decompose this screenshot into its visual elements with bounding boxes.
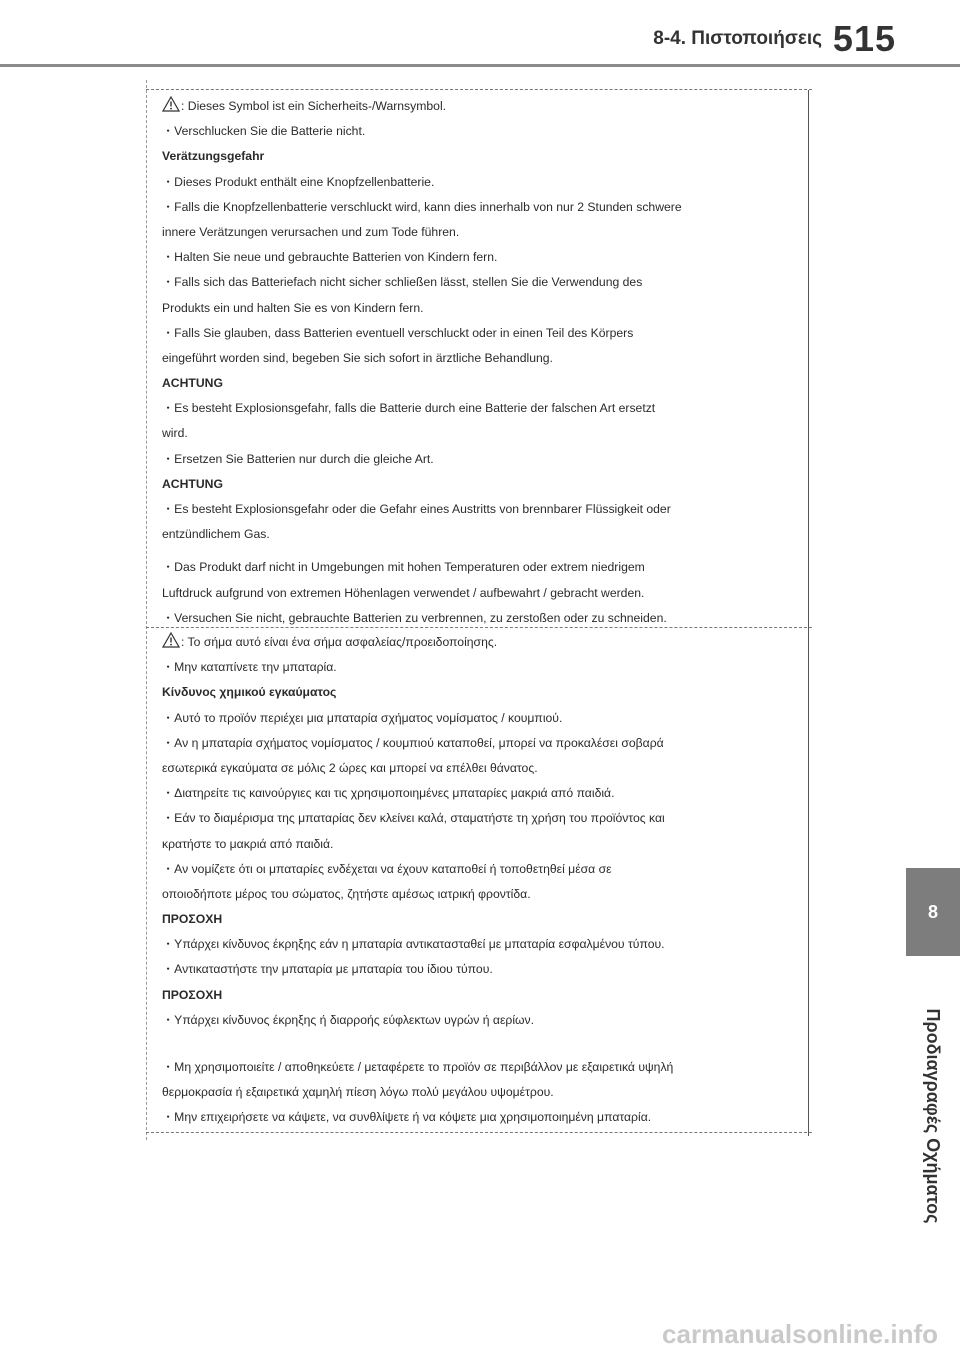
german-symbol-line bbox=[162, 94, 802, 119]
warning-text-line: ・Διατηρείτε τις καινούργιες και τις χρησιμοποιημένες μπαταρίες μακριά από παιδιά. bbox=[162, 786, 615, 801]
warning-text-line: ・Εάν το διαμέρισμα της μπαταρίας δεν κλείνει καλά, σταματήστε τη χρήση του προϊόντος και bbox=[162, 811, 665, 826]
warning-text-line: ・Es besteht Explosionsgefahr oder die Gefahr eines Austritts von brennbarer Flüssigkeit oder bbox=[162, 502, 671, 516]
chapter-number: 8 bbox=[927, 901, 938, 922]
german-symbol-text: : Dieses Symbol ist ein Sicherheits-/Warnsymbol. bbox=[181, 99, 447, 113]
warning-text-line: ・Υπάρχει κίνδυνος έκρηξης ή διαρροής εύφλεκτων υγρών ή αερίων. bbox=[162, 1012, 535, 1027]
warning-text-line: ・Versuchen Sie nicht, gebrauchte Batterien zu verbrennen, zu zerstoßen oder zu schneiden. bbox=[162, 610, 667, 625]
warning-text-line: eingeführt worden sind, begeben Sie sich sofort in ärztliche Behandlung. bbox=[162, 350, 553, 365]
warning-text-line: ・Das Produkt darf nicht in Umgebungen mit hohen Temperaturen oder extrem niedrigem bbox=[162, 560, 645, 575]
warning-heading: ACHTUNG bbox=[162, 476, 223, 491]
page-number: 515 bbox=[832, 18, 896, 59]
chapter-tab[interactable] bbox=[906, 868, 960, 956]
warning-text-line: ・Αν η μπαταρία σχήματος νομίσματος / κουμπιού καταποθεί, μπορεί να προκαλέσει σοβαρά bbox=[162, 735, 664, 750]
chapter-label: Προδιαγραφές Οχήματος bbox=[923, 1008, 944, 1224]
section-title: 8-4. Πιστοποιήσεις bbox=[653, 28, 822, 49]
warning-heading: ΠΡΟΣΟΧΗ bbox=[162, 912, 223, 927]
warning-text-line: ・Falls die Knopfzellenbatterie verschluckt wird, kann dies innerhalb von nur 2 Stunden schwere bbox=[162, 199, 682, 214]
warning-text-line: ・Es besteht Explosionsgefahr, falls die Batterie durch eine Batterie der falschen Art ersetzt bbox=[162, 401, 656, 416]
watermark: carmanualsonline.info bbox=[662, 1319, 938, 1349]
warning-text-line: Produkts ein und halten Sie es von Kindern fern. bbox=[162, 300, 424, 315]
frame-bottom-border bbox=[146, 1132, 812, 1133]
warning-heading: ΠΡΟΣΟΧΗ bbox=[162, 987, 223, 1002]
warning-heading: Κίνδυνος χημικού εγκαύματος bbox=[162, 685, 337, 700]
warning-text-line: entzündlichem Gas. bbox=[162, 527, 270, 542]
warning-text-line: οποιοδήποτε μέρος του σώματος, ζητήστε αμέσως ιατρική φροντίδα. bbox=[162, 886, 531, 901]
warning-text-line: ・Verschlucken Sie die Batterie nicht. bbox=[162, 124, 366, 139]
warning-text-line: ・Αυτό το προϊόν περιέχει μια μπαταρία σχήματος νομίσματος / κουμπιού. bbox=[162, 710, 563, 725]
german-warning-block bbox=[162, 94, 802, 631]
header-rule bbox=[0, 64, 960, 67]
warning-text-line: κρατήστε το μακριά από παιδιά. bbox=[162, 836, 334, 851]
warning-text-line: θερμοκρασία ή εξαιρετικά χαμηλή πίεση λόγω πολύ μεγάλου υψομέτρου. bbox=[162, 1085, 554, 1100]
frame-right-border bbox=[808, 90, 809, 1136]
warning-heading: Verätzungsgefahr bbox=[162, 149, 265, 164]
frame-top-border bbox=[146, 89, 812, 90]
warning-text-line: ・Falls Sie glauben, dass Batterien eventuell verschluckt oder in einen Teil des Körpers bbox=[162, 325, 634, 340]
greek-warning-block bbox=[162, 630, 802, 1131]
warning-text-line: ・Ersetzen Sie Batterien nur durch die gleiche Art. bbox=[162, 451, 434, 466]
warning-text-line: ・Μη χρησιμοποιείτε / αποθηκεύετε / μεταφέρετε το προϊόν σε περιβάλλον με εξαιρετικά υψηλή bbox=[162, 1060, 674, 1074]
greek-symbol-text: : Το σήμα αυτό είναι ένα σήμα ασφαλείας/προειδοποίησης. bbox=[181, 635, 498, 649]
warning-text-line: ・Halten Sie neue und gebrauchte Batterien von Kindern fern. bbox=[162, 250, 498, 265]
warning-text-line: ・Υπάρχει κίνδυνος έκρηξης εάν η μπαταρία αντικατασταθεί με μπαταρία εσφαλμένου τύπου. bbox=[162, 937, 665, 952]
warning-text-line: ・Αντικαταστήστε την μπαταρία με μπαταρία του ίδιου τύπου. bbox=[162, 962, 493, 977]
warning-text-line: εσωτερικά εγκαύματα σε μόλις 2 ώρες και μπορεί να επέλθει θάνατος. bbox=[162, 760, 538, 775]
warning-triangle-icon bbox=[162, 96, 180, 112]
warning-triangle-icon bbox=[162, 632, 180, 648]
warning-text-line: ・Μην καταπίνετε την μπαταρία. bbox=[162, 660, 337, 675]
warning-text-line: ・Falls sich das Batteriefach nicht sicher schließen lässt, stellen Sie die Verwendung des bbox=[162, 275, 643, 290]
greek-symbol-line bbox=[162, 630, 802, 655]
warning-text-line: Luftdruck aufgrund von extremen Höhenlagen verwendet / aufbewahrt / gebracht werden. bbox=[162, 585, 645, 600]
frame-left-border bbox=[146, 80, 147, 1140]
warning-text-line: wird. bbox=[162, 426, 188, 441]
warning-text-line: innere Verätzungen verursachen und zum Tode führen. bbox=[162, 224, 460, 239]
warning-heading: ACHTUNG bbox=[162, 376, 223, 391]
warning-text-line: ・Μην επιχειρήσετε να κάψετε, να συνθλίψετε ή να κόψετε μια χρησιμοποιημένη μπαταρία. bbox=[162, 1110, 652, 1125]
warning-text-line: ・Dieses Produkt enthält eine Knopfzellenbatterie. bbox=[162, 174, 435, 189]
warning-text-line: ・Αν νομίζετε ότι οι μπαταρίες ενδέχεται να έχουν καταποθεί ή τοποθετηθεί μέσα σε bbox=[162, 861, 612, 876]
